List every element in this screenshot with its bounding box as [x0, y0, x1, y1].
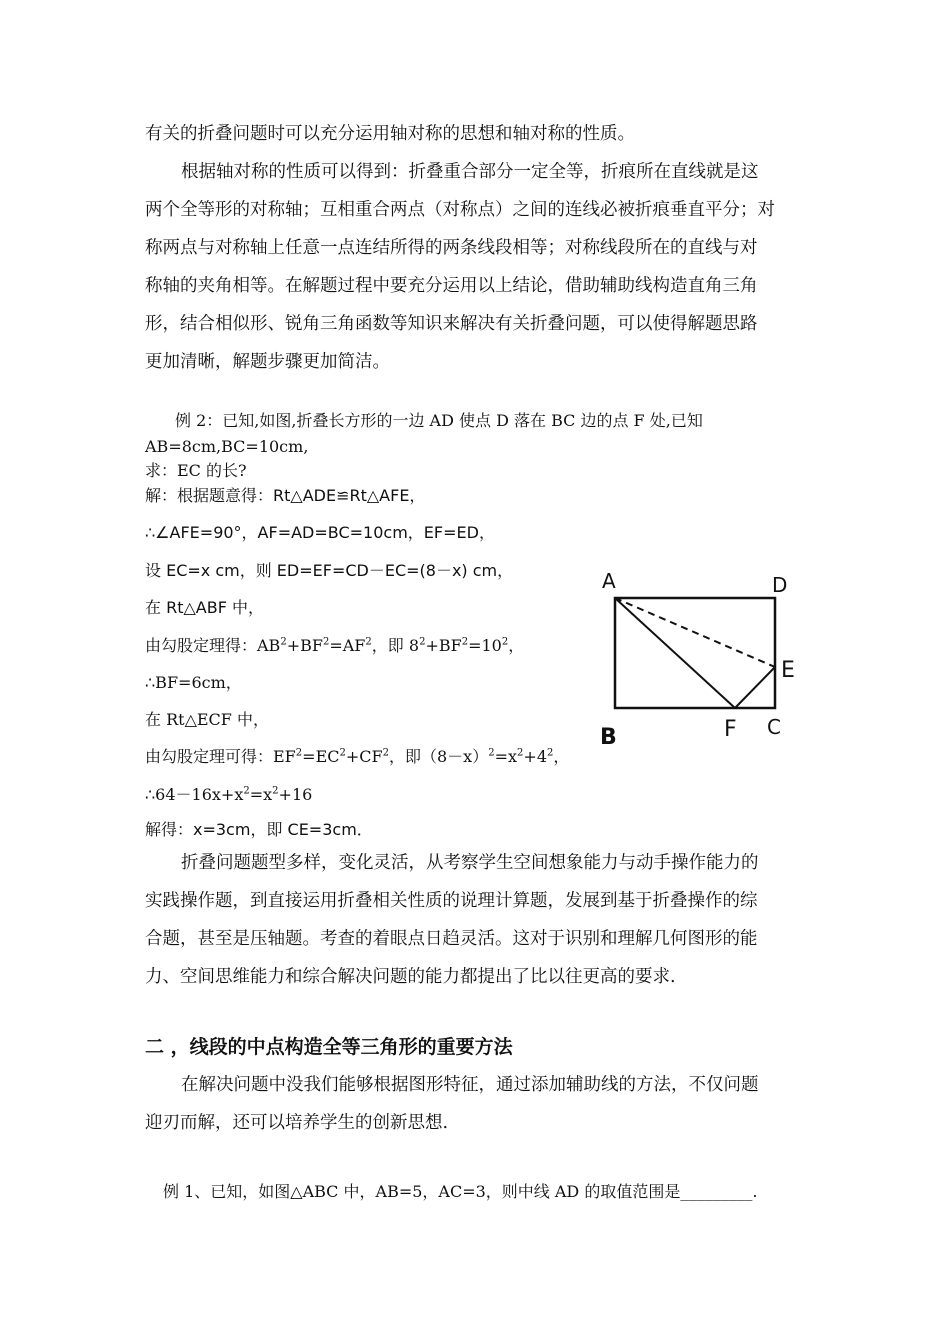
example1-statement: 例 1、已知，如图△ABC 中，AB=5，AC=3，则中线 AD 的取值范围是_________.: [163, 1182, 758, 1201]
paragraph-line: 折叠问题题型多样，变化灵活，从考察学生空间想象能力与动手操作能力的: [181, 853, 759, 873]
solution-step-pythagoras-abf: 由勾股定理得：$AB^2+BF^2=AF^2$，即 $8^2+BF^2=10^2$，: [145, 636, 525, 655]
paragraph-line: 在解决问题中没我们能够根据图形特征，通过添加辅助线的方法，不仅问题: [181, 1075, 759, 1095]
label-d: D: [772, 573, 788, 597]
paragraph-line: 合题，甚至是压轴题。考查的着眼点日趋灵活。这对于识别和理解几何图形的能: [145, 929, 758, 949]
paragraph-line: 根据轴对称的性质可以得到：折叠重合部分一定全等，折痕所在直线就是这: [181, 162, 759, 182]
solution-step-pythagoras-ecf: 由勾股定理可得：$EF^2=EC^2+CF^2$，即$(8-x)^2=x^2+4^2$，: [145, 747, 570, 766]
segment-fe: [735, 667, 775, 708]
fold-line-ae: [615, 598, 775, 667]
paragraph-line: 形，结合相似形、锐角三角函数等知识来解决有关折叠问题，可以使得解题思路: [145, 314, 758, 334]
label-c: C: [767, 715, 781, 739]
example2-statement: 例 2：已知,如图,折叠长方形的一边 AD 使点 D 落在 BC 边的点 F 处,已知: [175, 411, 703, 430]
solution-step: 解：根据题意得：Rt△ADE≌Rt△AFE，: [145, 486, 426, 505]
paragraph-line: 迎刃而解，还可以培养学生的创新思想.: [145, 1113, 449, 1133]
paragraph-line: 力、空间思维能力和综合解决问题的能力都提出了比以往更高的要求.: [145, 967, 676, 987]
paragraph-line: 称两点与对称轴上任意一点连结所得的两条线段相等；对称线段所在的直线与对: [145, 238, 758, 258]
label-b: B: [600, 725, 617, 750]
solution-step: 在 Rt△ABF 中，: [145, 598, 264, 617]
paragraph-line: 更加清晰，解题步骤更加简洁。: [145, 352, 390, 372]
solution-step: ∴BF=6cm，: [145, 673, 242, 692]
paragraph-line: 实践操作题，到直接运用折叠相关性质的说理计算题，发展到基于折叠操作的综: [145, 891, 758, 911]
solution-step: ∴∠AFE=90°，AF=AD=BC=10cm，EF=ED，: [145, 523, 495, 542]
label-e: E: [781, 658, 795, 683]
label-f: F: [724, 717, 737, 742]
segment-af: [615, 598, 735, 708]
solution-step: 设 EC=x cm，则 ED=EF=CD－EC=(8－x) cm，: [145, 561, 514, 580]
solution-step-expand: $\therefore 64-16x+x^2=x^2+16$: [145, 785, 313, 804]
label-a: A: [602, 569, 616, 593]
section-heading: 二 ，线段的中点构造全等三角形的重要方法: [145, 1036, 513, 1058]
paragraph-line: 称轴的夹角相等。在解题过程中要充分运用以上结论，借助辅助线构造直角三角: [145, 276, 758, 296]
example2-question: 求：EC 的长?: [145, 461, 247, 480]
folded-rectangle-figure: [590, 560, 820, 760]
paragraph-line: 有关的折叠问题时可以充分运用轴对称的思想和轴对称的性质。: [145, 124, 635, 144]
paragraph-line: 两个全等形的对称轴；互相重合两点（对称点）之间的连线必被折痕垂直平分；对: [145, 200, 775, 220]
example2-given: AB=8cm,BC=10cm,: [145, 437, 309, 456]
solution-answer: 解得：x=3cm，即 CE=3cm．: [145, 820, 373, 839]
solution-step: 在 Rt△ECF 中，: [145, 710, 269, 729]
